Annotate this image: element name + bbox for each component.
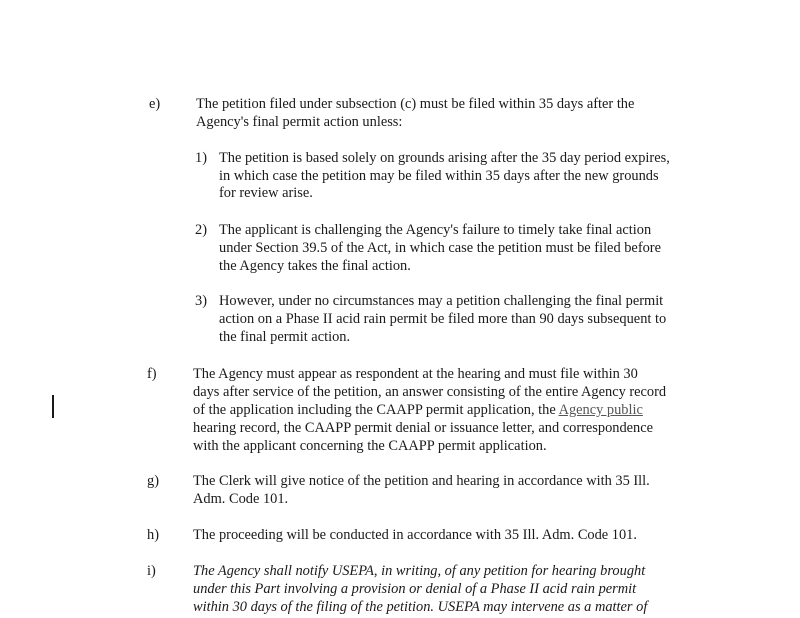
item-e-line-2: Agency's final permit action unless: — [196, 114, 403, 130]
item-g-line-2: Adm. Code 101. — [193, 491, 289, 507]
subitem-1-line-2: in which case the petition may be filed within 35 days after the new grounds — [219, 168, 659, 184]
item-label-f: f) — [147, 366, 157, 382]
item-label-e: e) — [149, 96, 161, 112]
item-f-line-3 — [193, 401, 643, 419]
subitem-label-3: 3) — [195, 293, 207, 309]
item-f-line-5: with the applicant concerning the CAAPP permit application. — [193, 438, 547, 454]
item-i-line-1: The Agency shall notify USEPA, in writing, of any petition for hearing brought — [193, 563, 646, 579]
item-g-line-1: The Clerk will give notice of the petition and hearing in accordance with 35 Ill. — [193, 473, 650, 489]
subitem-2-line-3: the Agency takes the final action. — [219, 258, 411, 274]
subitem-1-line-3: for review arise. — [219, 185, 313, 201]
underlined-insertion: Agency public — [558, 402, 643, 418]
item-f-line-3-text: of the application including the CAAPP permit application, the — [193, 402, 559, 418]
item-f-line-1: The Agency must appear as respondent at the hearing and must file within 30 — [193, 366, 638, 382]
subitem-label-2: 2) — [195, 222, 207, 238]
subitem-2-line-1: The applicant is challenging the Agency's failure to timely take final action — [219, 222, 652, 238]
item-e-line-1: The petition filed under subsection (c) must be filed within 35 days after the — [196, 96, 635, 112]
subitem-1-line-1: The petition is based solely on grounds arising after the 35 day period expires, — [219, 150, 670, 166]
item-i-line-2: under this Part involving a provision or denial of a Phase II acid rain permit — [193, 581, 637, 597]
subitem-3-line-1: However, under no circumstances may a petition challenging the final permit — [219, 293, 664, 309]
subitem-3-line-2: action on a Phase II acid rain permit be filed more than 90 days subsequent to — [219, 311, 667, 327]
subitem-2-line-2: under Section 39.5 of the Act, in which case the petition must be filed before — [219, 240, 661, 256]
item-label-g: g) — [147, 473, 159, 489]
item-h-line-1: The proceeding will be conducted in accordance with 35 Ill. Adm. Code 101. — [193, 527, 637, 543]
revision-margin-bar — [52, 395, 54, 418]
subitem-3-line-3: the final permit action. — [219, 329, 351, 345]
item-f-line-4: hearing record, the CAAPP permit denial or issuance letter, and correspondence — [193, 420, 654, 436]
item-label-i: i) — [147, 563, 156, 579]
subitem-label-1: 1) — [195, 150, 207, 166]
item-i-line-3: within 30 days of the filing of the petition. USEPA may intervene as a matter of — [193, 599, 648, 615]
item-label-h: h) — [147, 527, 159, 543]
item-f-line-2: days after service of the petition, an answer consisting of the entire Agency record — [193, 384, 667, 400]
